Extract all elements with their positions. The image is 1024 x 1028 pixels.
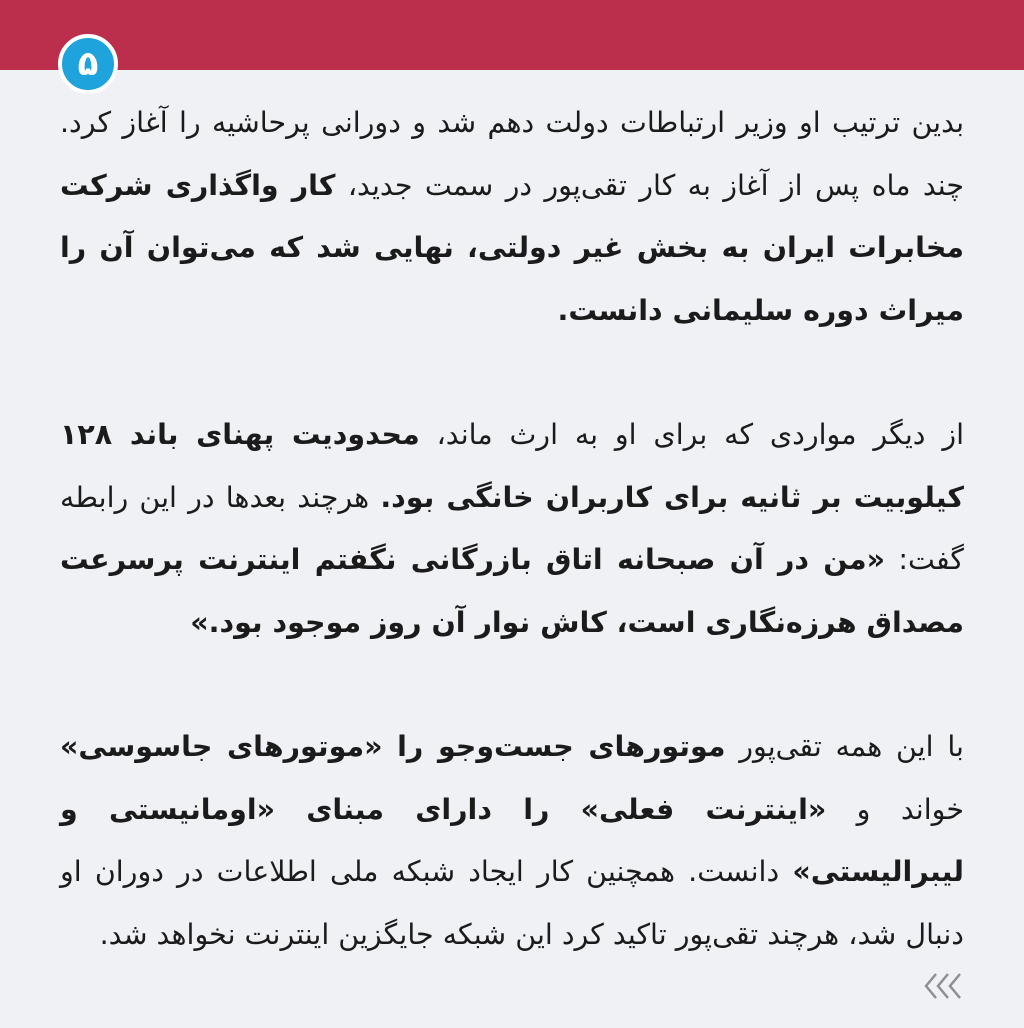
- chevron-triple-left-icon[interactable]: [922, 966, 966, 1006]
- bold-segment: محدودیت پهنای باند ۱۲۸ کیلوبیت بر ثانیه برای کاربران خانگی بود.: [60, 418, 964, 514]
- text-segment: از دیگر مواردی که برای او به ارث ماند،: [419, 418, 964, 451]
- text-segment: با این همه تقی‌پور: [725, 730, 964, 763]
- text-segment: دانست. همچنین کار ایجاد شبکه ملی اطلاعات در دوران او دنبال شد، هرچند تقی‌پور تاکید کرد این شبکه جایگزین اینترنت نخواهد شد.: [60, 855, 964, 951]
- bold-segment: «اینترنت فعلی» را دارای مبنای «اومانیستی و لیبرالیستی»: [60, 792, 964, 888]
- article-body: [60, 92, 964, 1028]
- text-segment: هرچند بعدها در این رابطه گفت:: [60, 480, 964, 576]
- bold-segment: موتورهای جست‌وجو را «موتورهای جاسوسی»: [60, 730, 726, 763]
- header-bar: [0, 0, 1024, 70]
- text-segment: خواند و: [826, 792, 964, 826]
- page-number-badge: ۵: [58, 34, 118, 94]
- text-segment: بدین ترتیب او وزیر ارتباطات دولت دهم شد و دورانی پرحاشیه را آغاز کرد. چند ماه پس از آغاز به کار تقی‌پور در سمت جدید،: [60, 106, 965, 202]
- paragraph-1: [60, 92, 964, 342]
- bold-quote: «من در آن صبحانه اتاق بازرگانی نگفتم اینترنت پرسرعت مصداق هرزه‌نگاری است، کاش نوار آن روز موجود بود.»: [60, 543, 964, 639]
- paragraph-3: [60, 716, 964, 966]
- bold-segment: کار واگذاری شرکت مخابرات ایران به بخش غیر دولتی، نهایی شد که می‌توان آن را میراث دوره سلیمانی دانست.: [60, 168, 964, 327]
- paragraph-2: [60, 404, 964, 654]
